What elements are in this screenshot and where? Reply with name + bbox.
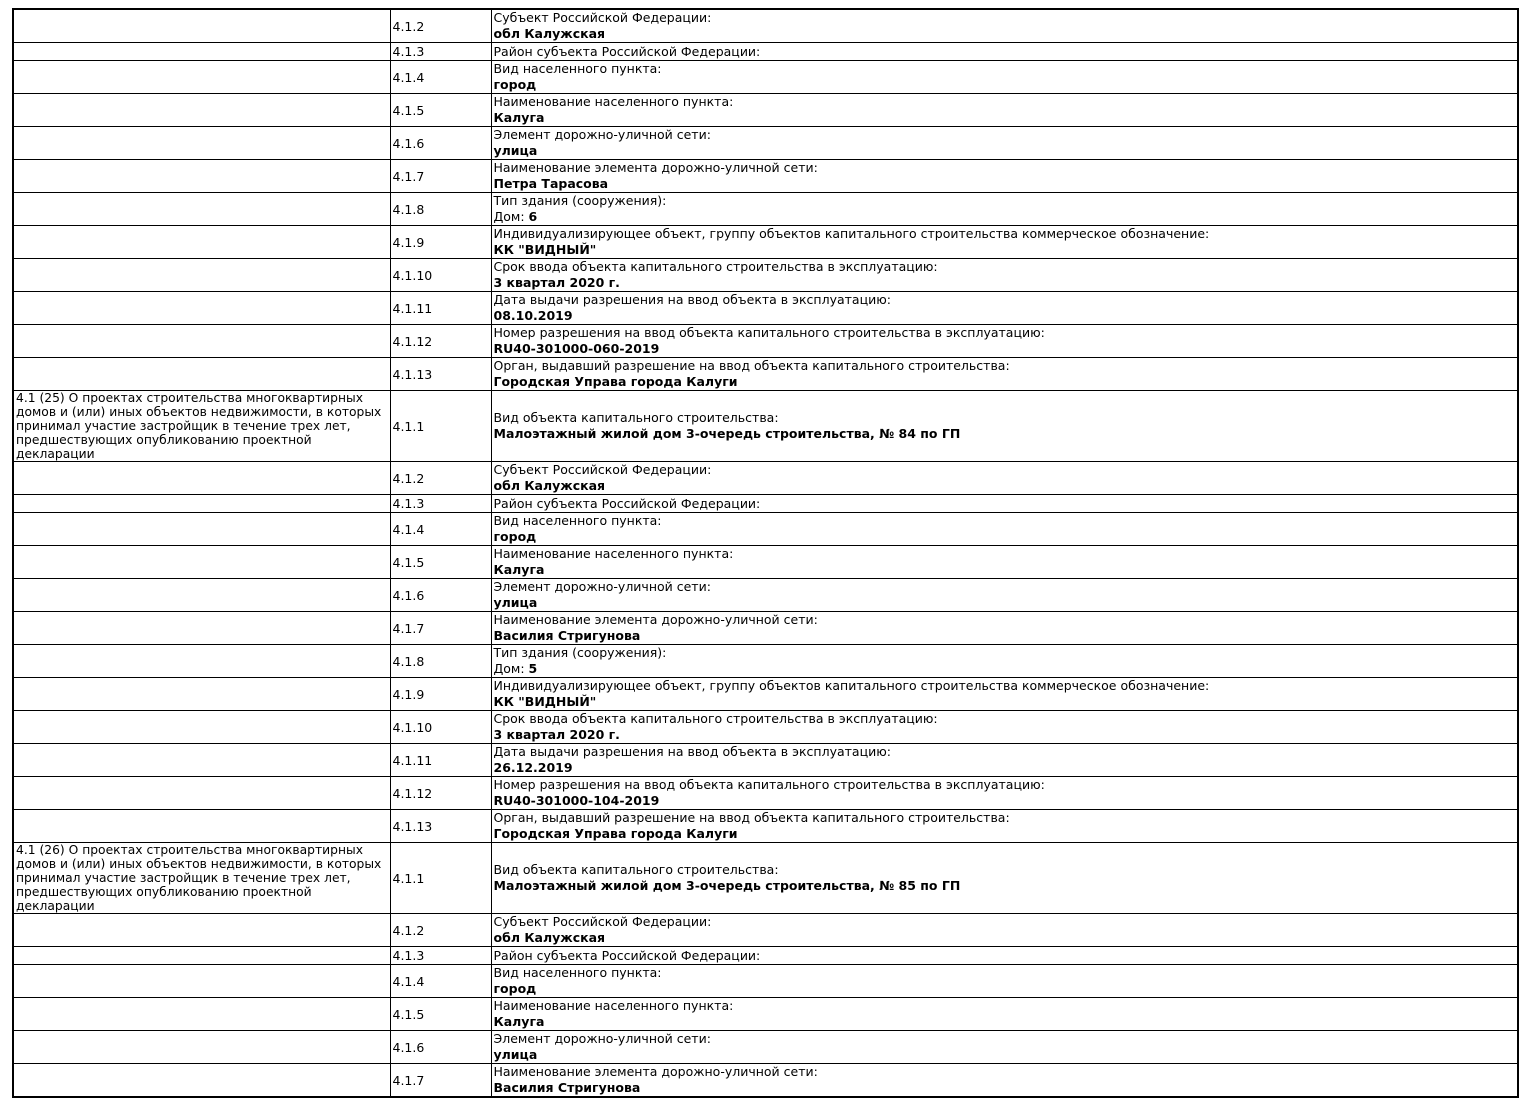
- field-value: [494, 529, 1516, 545]
- field-cell: [491, 645, 1518, 678]
- field-cell: [491, 391, 1518, 462]
- field-value: [494, 426, 1516, 442]
- field-cell: [491, 226, 1518, 259]
- field-label: Наименование элемента дорожно-уличной сети:: [493, 1064, 818, 1079]
- field-value: [494, 930, 1516, 946]
- field-label: Наименование элемента дорожно-уличной сети:: [493, 612, 818, 627]
- field-cell: [491, 495, 1518, 513]
- section-cell: [13, 495, 390, 513]
- field-value: [494, 826, 1516, 842]
- field-value-text: город: [493, 529, 537, 544]
- project-declaration-table: [12, 8, 1519, 1098]
- field-label: Тип здания (сооружения):: [493, 193, 667, 208]
- row-number-cell: 4.1.2: [390, 9, 491, 43]
- row-number-cell: 4.1.5: [390, 998, 491, 1031]
- field-label: Субъект Российской Федерации:: [493, 462, 712, 477]
- field-value-text: 3 квартал 2020 г.: [493, 275, 620, 290]
- table-row: [13, 127, 1518, 160]
- section-cell: [13, 843, 390, 914]
- field-label: Вид объекта капитального строительства:: [493, 410, 779, 425]
- field-value: [494, 275, 1516, 291]
- row-number-cell: 4.1.8: [390, 645, 491, 678]
- row-number-cell: 4.1.5: [390, 94, 491, 127]
- section-cell: [13, 711, 390, 744]
- field-cell: [491, 160, 1518, 193]
- field-cell: [491, 1064, 1518, 1098]
- row-number-cell: 4.1.7: [390, 160, 491, 193]
- section-cell: [13, 193, 390, 226]
- field-cell: [491, 358, 1518, 391]
- section-cell: [13, 391, 390, 462]
- field-value: [494, 1014, 1516, 1030]
- field-value-text: RU40-301000-104-2019: [493, 793, 660, 808]
- section-cell: [13, 94, 390, 127]
- field-cell: [491, 9, 1518, 43]
- row-number-cell: 4.1.5: [390, 546, 491, 579]
- field-cell: [491, 965, 1518, 998]
- field-label: Район субъекта Российской Федерации:: [493, 947, 761, 963]
- field-cell: [491, 127, 1518, 160]
- field-label: Район субъекта Российской Федерации:: [493, 43, 761, 59]
- section-cell: [13, 612, 390, 645]
- field-label: Вид объекта капитального строительства:: [493, 862, 779, 877]
- row-number-cell: 4.1.10: [390, 259, 491, 292]
- field-value: [494, 176, 1516, 192]
- section-cell: [13, 645, 390, 678]
- field-cell: [491, 325, 1518, 358]
- section-cell: [13, 744, 390, 777]
- field-label: Наименование населенного пункта:: [493, 998, 734, 1013]
- field-value: [494, 694, 1516, 710]
- section-cell: [13, 9, 390, 43]
- row-number-cell: 4.1.8: [390, 193, 491, 226]
- field-label: Наименование населенного пункта:: [493, 94, 734, 109]
- row-number-cell: 4.1.4: [390, 61, 491, 94]
- field-label: Элемент дорожно-уличной сети:: [493, 127, 711, 142]
- field-cell: [491, 711, 1518, 744]
- table-row: [13, 810, 1518, 843]
- table-row: [13, 744, 1518, 777]
- row-number-cell: 4.1.10: [390, 711, 491, 744]
- field-value: [494, 77, 1516, 93]
- row-number-cell: 4.1.7: [390, 1064, 491, 1098]
- field-value-text: Василия Стригунова: [493, 1080, 641, 1095]
- table-row: [13, 546, 1518, 579]
- field-cell: [491, 810, 1518, 843]
- field-value: [494, 209, 1516, 225]
- field-value-text: 26.12.2019: [493, 760, 573, 775]
- table-row: [13, 43, 1518, 61]
- section-cell: [13, 226, 390, 259]
- field-value-text: обл Калужская: [493, 930, 606, 945]
- table-row: [13, 325, 1518, 358]
- field-cell: [491, 462, 1518, 495]
- field-cell: [491, 777, 1518, 810]
- section-cell: [13, 513, 390, 546]
- field-label: Район субъекта Российской Федерации:: [493, 495, 761, 511]
- row-number-cell: 4.1.1: [390, 843, 491, 914]
- table-row: [13, 998, 1518, 1031]
- field-value: [494, 26, 1516, 42]
- section-cell: [13, 325, 390, 358]
- table-row: [13, 94, 1518, 127]
- table-row: [13, 358, 1518, 391]
- field-value: [494, 760, 1516, 776]
- field-value: [494, 727, 1516, 743]
- field-cell: [491, 94, 1518, 127]
- row-number-cell: 4.1.6: [390, 1031, 491, 1064]
- field-value: [494, 562, 1516, 578]
- section-cell: [13, 1031, 390, 1064]
- field-value-prefix: Дом:: [493, 661, 529, 676]
- field-cell: [491, 843, 1518, 914]
- field-value-text: КК "ВИДНЫЙ": [493, 242, 597, 257]
- section-cell: [13, 678, 390, 711]
- field-label: Дата выдачи разрешения на ввод объекта в эксплуатацию:: [493, 744, 891, 759]
- field-cell: [491, 1031, 1518, 1064]
- field-value-text: 5: [528, 661, 538, 676]
- field-value: [494, 374, 1516, 390]
- field-label: Дата выдачи разрешения на ввод объекта в эксплуатацию:: [493, 292, 891, 307]
- row-number-cell: 4.1.2: [390, 462, 491, 495]
- field-value-text: город: [493, 981, 537, 996]
- row-number-cell: 4.1.3: [390, 947, 491, 965]
- field-value-text: обл Калужская: [493, 26, 606, 41]
- table-row: [13, 645, 1518, 678]
- field-value: [494, 981, 1516, 997]
- field-value-text: Малоэтажный жилой дом 3-очередь строительства, № 84 по ГП: [493, 426, 961, 441]
- field-value-text: Калуга: [493, 562, 545, 577]
- row-number-cell: 4.1.4: [390, 965, 491, 998]
- section-cell: [13, 777, 390, 810]
- field-value: [494, 110, 1516, 126]
- table-row: [13, 579, 1518, 612]
- table-row: [13, 61, 1518, 94]
- table-row: [13, 292, 1518, 325]
- section-cell: [13, 127, 390, 160]
- field-label: Наименование элемента дорожно-уличной сети:: [493, 160, 818, 175]
- table-row: [13, 1031, 1518, 1064]
- field-label: Срок ввода объекта капитального строительства в эксплуатацию:: [493, 259, 938, 274]
- field-label: Наименование населенного пункта:: [493, 546, 734, 561]
- field-value: [494, 478, 1516, 494]
- field-value: [494, 878, 1516, 894]
- row-number-cell: 4.1.13: [390, 810, 491, 843]
- section-cell: [13, 1064, 390, 1098]
- row-number-cell: 4.1.2: [390, 914, 491, 947]
- field-cell: [491, 612, 1518, 645]
- table-row: [13, 259, 1518, 292]
- field-cell: [491, 193, 1518, 226]
- field-value-text: улица: [493, 595, 538, 610]
- table-row: [13, 843, 1518, 914]
- row-number-cell: 4.1.12: [390, 325, 491, 358]
- section-cell: [13, 947, 390, 965]
- section-cell: [13, 61, 390, 94]
- field-value-text: 08.10.2019: [493, 308, 573, 323]
- section-cell: [13, 292, 390, 325]
- field-value-text: Петра Тарасова: [493, 176, 609, 191]
- field-value: [494, 143, 1516, 159]
- field-label: Элемент дорожно-уличной сети:: [493, 1031, 711, 1046]
- field-value-text: Калуга: [493, 1014, 545, 1029]
- field-value: [494, 595, 1516, 611]
- field-label: Срок ввода объекта капитального строительства в эксплуатацию:: [493, 711, 938, 726]
- field-value-text: Малоэтажный жилой дом 3-очередь строительства, № 85 по ГП: [493, 878, 961, 893]
- field-value: [494, 661, 1516, 677]
- row-number-cell: 4.1.13: [390, 358, 491, 391]
- field-value: [494, 242, 1516, 258]
- row-number-cell: 4.1.1: [390, 391, 491, 462]
- section-cell: [13, 914, 390, 947]
- field-value: [494, 341, 1516, 357]
- field-cell: [491, 914, 1518, 947]
- table-row: [13, 391, 1518, 462]
- section-cell: [13, 579, 390, 612]
- table-row: [13, 777, 1518, 810]
- table-row: [13, 226, 1518, 259]
- section-cell: [13, 160, 390, 193]
- field-value-text: Василия Стригунова: [493, 628, 641, 643]
- table-row: [13, 914, 1518, 947]
- field-label: Орган, выдавший разрешение на ввод объекта капитального строительства:: [493, 810, 1010, 825]
- field-cell: [491, 579, 1518, 612]
- table-row: [13, 9, 1518, 43]
- section-cell: [13, 358, 390, 391]
- field-label: Субъект Российской Федерации:: [493, 10, 712, 25]
- table-row: [13, 462, 1518, 495]
- field-cell: [491, 61, 1518, 94]
- field-cell: [491, 947, 1518, 965]
- field-cell: [491, 292, 1518, 325]
- field-value: [494, 1047, 1516, 1063]
- table-row: [13, 513, 1518, 546]
- section-cell: [13, 965, 390, 998]
- table-body: [13, 9, 1518, 1097]
- section-cell: [13, 546, 390, 579]
- row-number-cell: 4.1.11: [390, 292, 491, 325]
- field-label: Номер разрешения на ввод объекта капитального строительства в эксплуатацию:: [493, 325, 1045, 340]
- field-label: Субъект Российской Федерации:: [493, 914, 712, 929]
- field-value: [494, 1080, 1516, 1096]
- section-cell: [13, 810, 390, 843]
- field-label: Тип здания (сооружения):: [493, 645, 667, 660]
- section-cell: [13, 998, 390, 1031]
- field-value: [494, 628, 1516, 644]
- row-number-cell: 4.1.7: [390, 612, 491, 645]
- field-value-text: Городская Управа города Калуги: [493, 826, 738, 841]
- field-value-text: город: [493, 77, 537, 92]
- field-cell: [491, 678, 1518, 711]
- field-label: Вид населенного пункта:: [493, 61, 662, 76]
- field-label: Индивидуализирующее объект, группу объектов капитального строительства коммерческое обозначение:: [493, 678, 1210, 693]
- table-row: [13, 965, 1518, 998]
- field-label: Номер разрешения на ввод объекта капитального строительства в эксплуатацию:: [493, 777, 1045, 792]
- row-number-cell: 4.1.4: [390, 513, 491, 546]
- row-number-cell: 4.1.3: [390, 495, 491, 513]
- field-cell: [491, 43, 1518, 61]
- field-label: Орган, выдавший разрешение на ввод объекта капитального строительства:: [493, 358, 1010, 373]
- section-label: 4.1 (26) О проектах строительства многоквартирных домов и (или) иных объектов недвижимости, в которых принимал участие застройщик в течение трех лет, предшествующих опубликованию проектной декларации: [16, 843, 382, 913]
- table-row: [13, 1064, 1518, 1098]
- field-value-prefix: Дом:: [493, 209, 529, 224]
- row-number-cell: 4.1.6: [390, 579, 491, 612]
- field-cell: [491, 546, 1518, 579]
- field-cell: [491, 513, 1518, 546]
- field-value-text: Городская Управа города Калуги: [493, 374, 738, 389]
- table-row: [13, 612, 1518, 645]
- field-cell: [491, 998, 1518, 1031]
- field-label: Вид населенного пункта:: [493, 965, 662, 980]
- table-row: [13, 947, 1518, 965]
- section-cell: [13, 43, 390, 61]
- field-value-text: улица: [493, 1047, 538, 1062]
- table-row: [13, 678, 1518, 711]
- row-number-cell: 4.1.6: [390, 127, 491, 160]
- table-row: [13, 160, 1518, 193]
- section-cell: [13, 259, 390, 292]
- field-value-text: Калуга: [493, 110, 545, 125]
- table-row: [13, 711, 1518, 744]
- row-number-cell: 4.1.11: [390, 744, 491, 777]
- row-number-cell: 4.1.9: [390, 678, 491, 711]
- field-value-text: 3 квартал 2020 г.: [493, 727, 620, 742]
- field-value: [494, 793, 1516, 809]
- field-value: [494, 308, 1516, 324]
- row-number-cell: 4.1.3: [390, 43, 491, 61]
- field-label: Элемент дорожно-уличной сети:: [493, 579, 711, 594]
- field-value-text: RU40-301000-060-2019: [493, 341, 660, 356]
- field-value-text: КК "ВИДНЫЙ": [493, 694, 597, 709]
- field-value-text: улица: [493, 143, 538, 158]
- row-number-cell: 4.1.12: [390, 777, 491, 810]
- field-cell: [491, 259, 1518, 292]
- field-label: Индивидуализирующее объект, группу объектов капитального строительства коммерческое обозначение:: [493, 226, 1210, 241]
- field-cell: [491, 744, 1518, 777]
- field-value-text: обл Калужская: [493, 478, 606, 493]
- table-row: [13, 193, 1518, 226]
- section-cell: [13, 462, 390, 495]
- table-row: [13, 495, 1518, 513]
- section-label: 4.1 (25) О проектах строительства многоквартирных домов и (или) иных объектов недвижимости, в которых принимал участие застройщик в течение трех лет, предшествующих опубликованию проектной декларации: [16, 391, 382, 461]
- field-value-text: 6: [528, 209, 538, 224]
- field-label: Вид населенного пункта:: [493, 513, 662, 528]
- row-number-cell: 4.1.9: [390, 226, 491, 259]
